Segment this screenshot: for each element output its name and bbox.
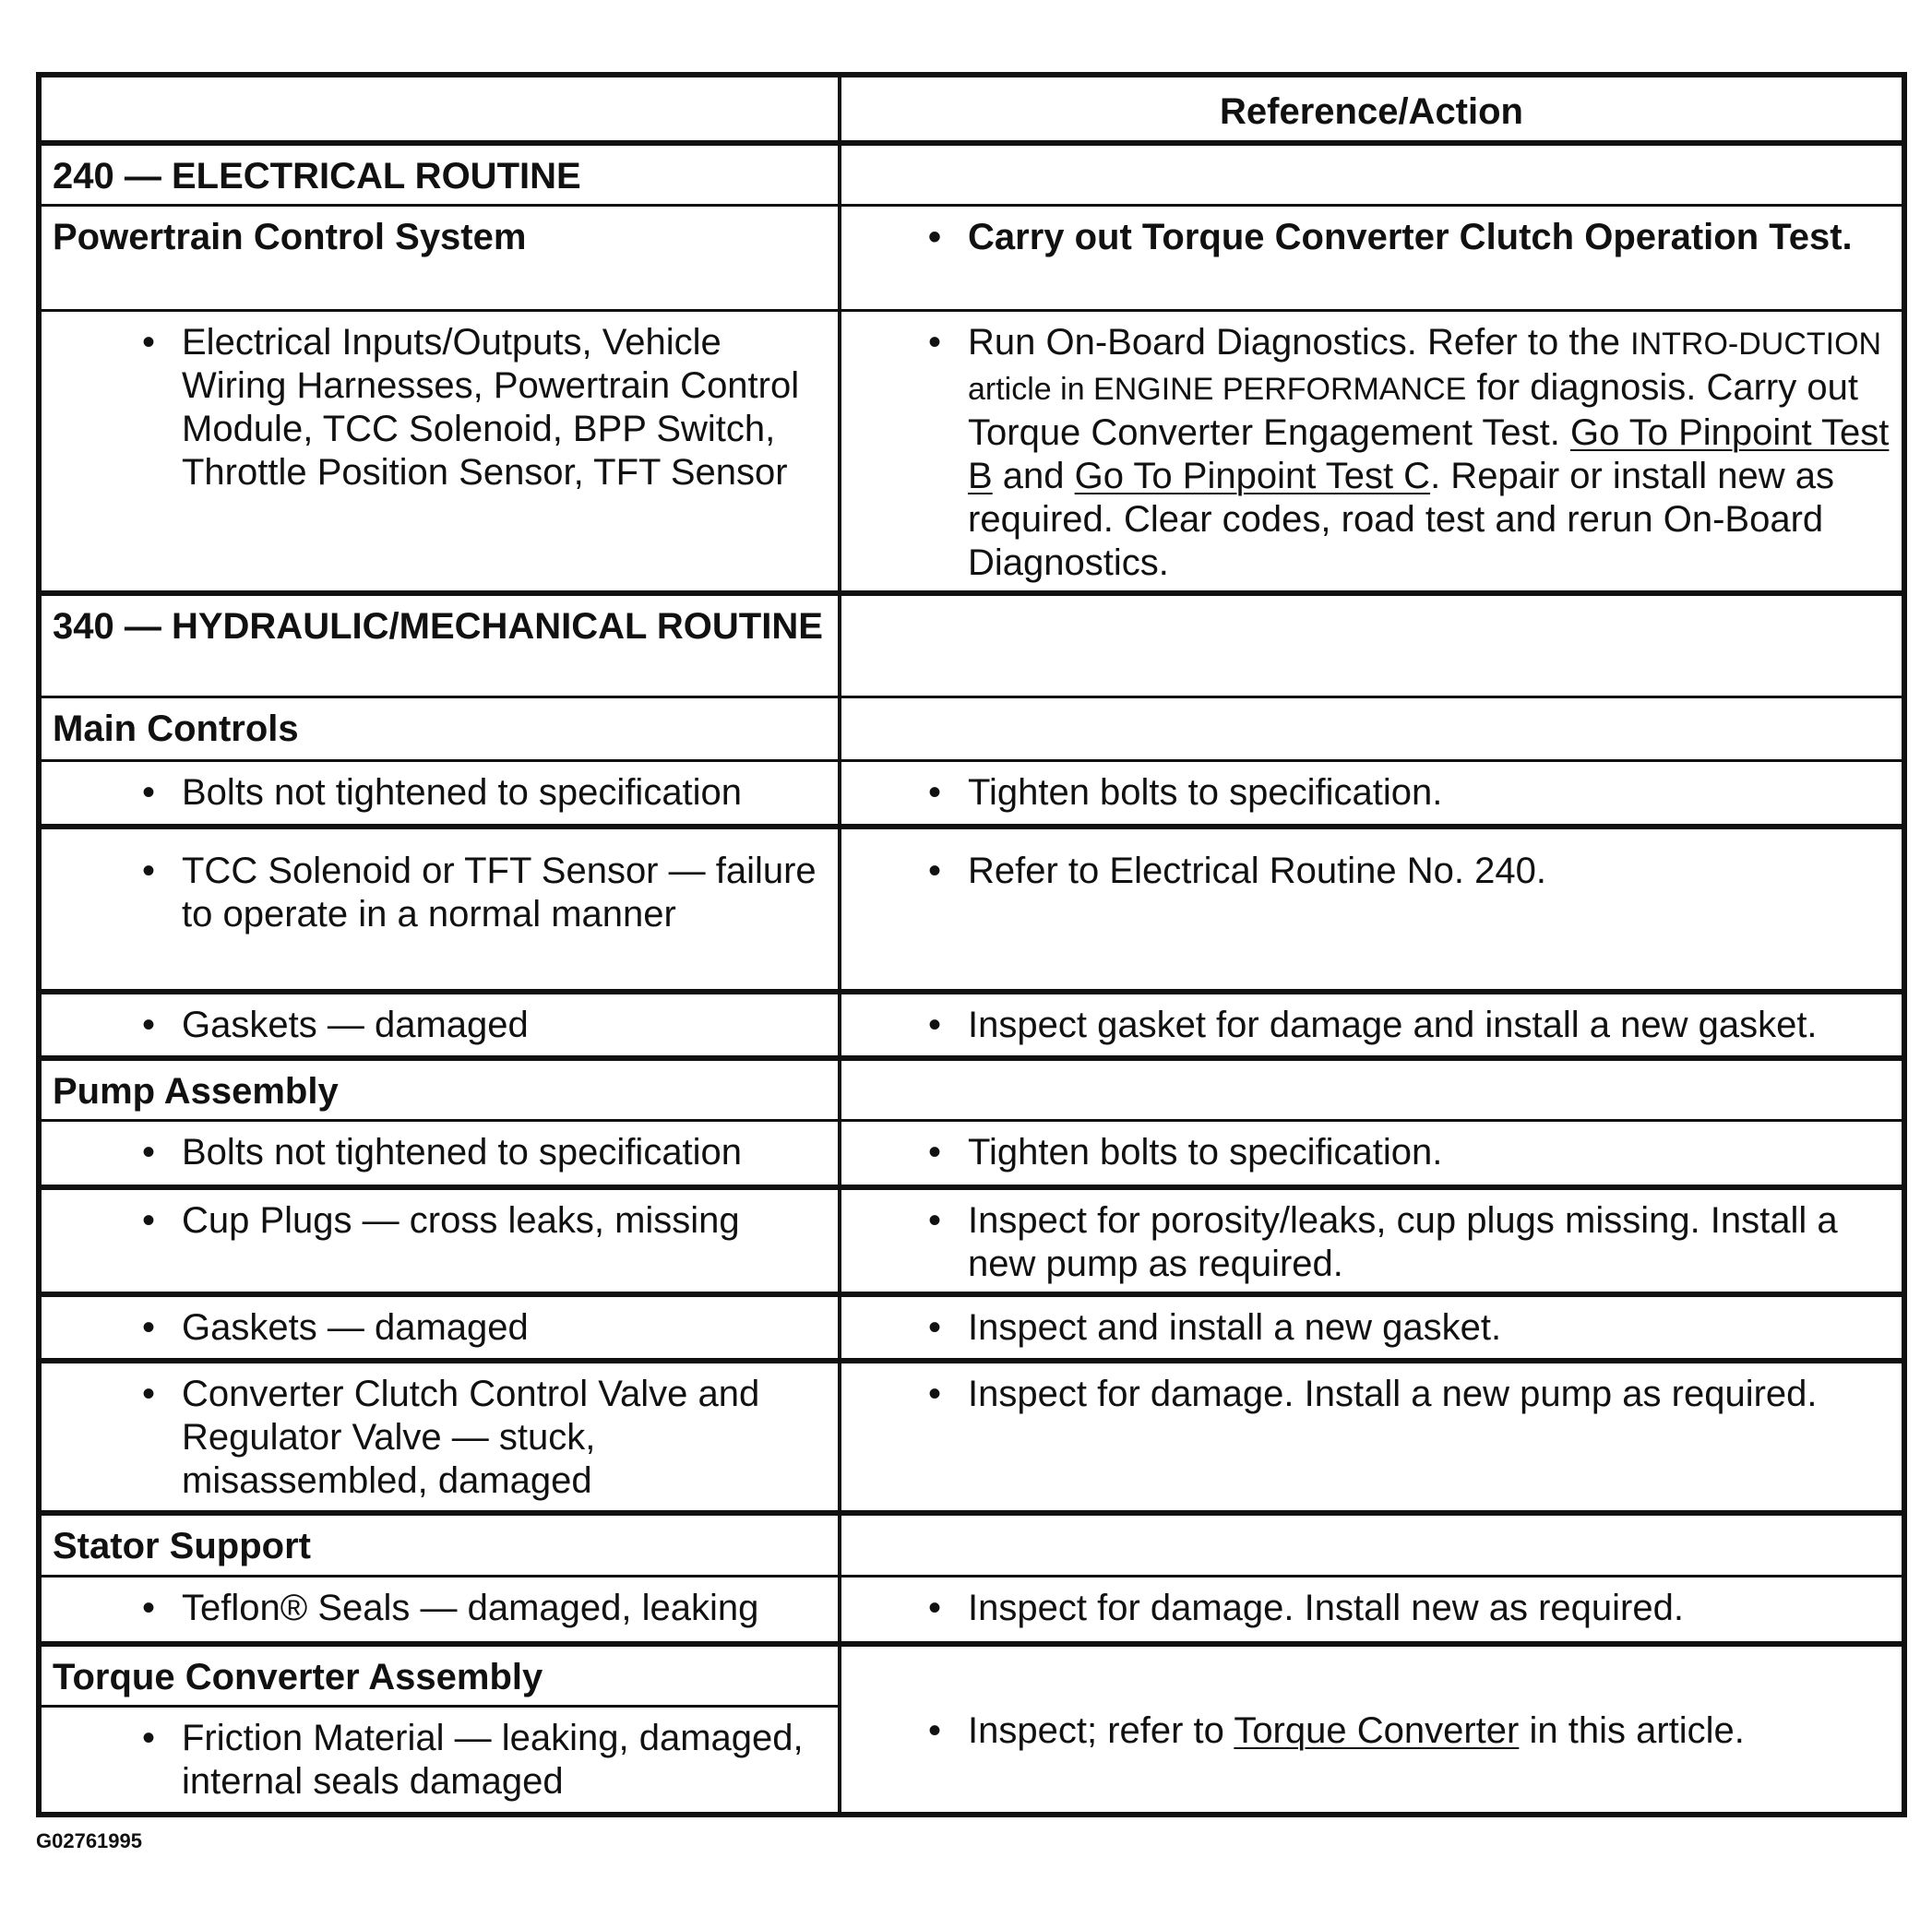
item-text: • Friction Material — leaking, damaged, internal seals damaged (53, 1717, 827, 1804)
action-text: • Inspect and install a new gasket. (853, 1306, 1890, 1350)
table-row (39, 311, 1904, 594)
action-text-part: Inspect; refer to (968, 1709, 1234, 1751)
pinpoint-test-b-link[interactable]: Go To Pinpoint Test B (968, 412, 1890, 496)
action-text: • Inspect for damage. Install new as required. (853, 1587, 1890, 1630)
table-row (39, 1644, 1904, 1707)
subsection-powertrain-control-system: Powertrain Control System (39, 206, 840, 311)
table-row (39, 1361, 1904, 1513)
action-text-part: . Repair or install new as required. Clear codes, road test and rerun On-Board Diagnostics. (968, 456, 1835, 583)
section-title-240: 240 — ELECTRICAL ROUTINE (39, 143, 840, 206)
table-row (39, 697, 1904, 760)
action-cell (840, 1644, 1904, 1816)
action-text: • Inspect gasket for damage and install a new gasket. (853, 1004, 1890, 1047)
action-text: • Refer to Electrical Routine No. 240. (853, 850, 1890, 893)
subsection-stator-support: Stator Support (39, 1513, 840, 1577)
item-text: • TCC Solenoid or TFT Sensor — failure to operate in a normal manner (53, 850, 827, 936)
table-row (39, 1513, 1904, 1577)
subsection-pump-assembly: Pump Assembly (39, 1058, 840, 1121)
header-reference-action: Reference/Action (840, 75, 1904, 143)
action-cell (840, 992, 1904, 1058)
item-cell (39, 827, 840, 992)
item-cell (39, 1706, 840, 1815)
subsection-main-controls: Main Controls (39, 697, 840, 760)
action-text-part: and (992, 456, 1075, 496)
item-cell (39, 1361, 840, 1513)
empty-cell (840, 1058, 1904, 1121)
torque-converter-link[interactable]: Torque Converter (1234, 1709, 1520, 1751)
table-row (39, 206, 1904, 311)
action-text-part: Run On-Board Diagnostics. Refer to the (968, 322, 1631, 363)
section-row-240 (39, 143, 1904, 206)
empty-cell (840, 143, 1904, 206)
action-cell (840, 827, 1904, 992)
table-header-row (39, 75, 1904, 143)
table-row (39, 1187, 1904, 1294)
action-cell (840, 1294, 1904, 1361)
item-cell (39, 311, 840, 594)
table-row (39, 1294, 1904, 1361)
table-row (39, 760, 1904, 827)
intro-reference: INTRO-DUCTION article in ENGINE PERFORMANCE (968, 327, 1882, 407)
action-cell (840, 760, 1904, 827)
section-title-340: 340 — HYDRAULIC/MECHANICAL ROUTINE (39, 593, 840, 697)
item-cell (39, 760, 840, 827)
action-cell (840, 1187, 1904, 1294)
item-text: • Cup Plugs — cross leaks, missing (53, 1199, 827, 1243)
item-text: • Electrical Inputs/Outputs, Vehicle Wiring Harnesses, Powertrain Control Module, TCC Solenoid, BPP Switch, Throttle Position Sensor, TFT Sensor (53, 321, 827, 494)
pinpoint-test-c-link[interactable]: Go To Pinpoint Test C (1074, 456, 1431, 496)
empty-cell (840, 1513, 1904, 1577)
item-cell (39, 1187, 840, 1294)
item-text: • Gaskets — damaged (53, 1004, 827, 1047)
empty-cell (840, 593, 1904, 697)
item-text: • Converter Clutch Control Valve and Regulator Valve — stuck, misassembled, damaged (53, 1373, 827, 1503)
item-text: • Teflon® Seals — damaged, leaking (53, 1587, 827, 1630)
action-cell (840, 1361, 1904, 1513)
empty-cell (840, 697, 1904, 760)
section-row-340 (39, 593, 1904, 697)
table-row (39, 827, 1904, 992)
figure-id: G02761995 (36, 1829, 142, 1852)
action-cell (840, 1577, 1904, 1644)
item-cell (39, 1294, 840, 1361)
action-cell (840, 206, 1904, 311)
table-row (39, 1121, 1904, 1187)
table-row (39, 992, 1904, 1058)
diagnosis-table (36, 72, 1907, 1817)
action-text-part: in this article. (1519, 1709, 1745, 1751)
item-cell (39, 1121, 840, 1187)
item-text: • Bolts not tightened to specification (53, 1131, 827, 1174)
action-text-part: for diagnosis. Carry out Torque Converter Engagement Test. (968, 367, 1858, 453)
item-text: • Gaskets — damaged (53, 1306, 827, 1350)
table-row (39, 1058, 1904, 1121)
item-text: • Bolts not tightened to specification (53, 771, 827, 815)
header-col1 (39, 75, 840, 143)
item-cell (39, 1577, 840, 1644)
action-text: • Carry out Torque Converter Clutch Operation Test. (853, 216, 1890, 259)
action-text: • Tighten bolts to specification. (853, 771, 1890, 815)
subsection-torque-converter-assembly: Torque Converter Assembly (39, 1644, 840, 1707)
action-text (853, 1709, 1890, 1753)
action-cell (840, 311, 1904, 594)
action-cell (840, 1121, 1904, 1187)
action-text (853, 321, 1890, 585)
action-text: • Inspect for damage. Install a new pump as required. (853, 1373, 1890, 1416)
item-cell (39, 992, 840, 1058)
table-row (39, 1577, 1904, 1644)
action-text: • Inspect for porosity/leaks, cup plugs missing. Install a new pump as required. (853, 1199, 1890, 1286)
action-text: • Tighten bolts to specification. (853, 1131, 1890, 1174)
